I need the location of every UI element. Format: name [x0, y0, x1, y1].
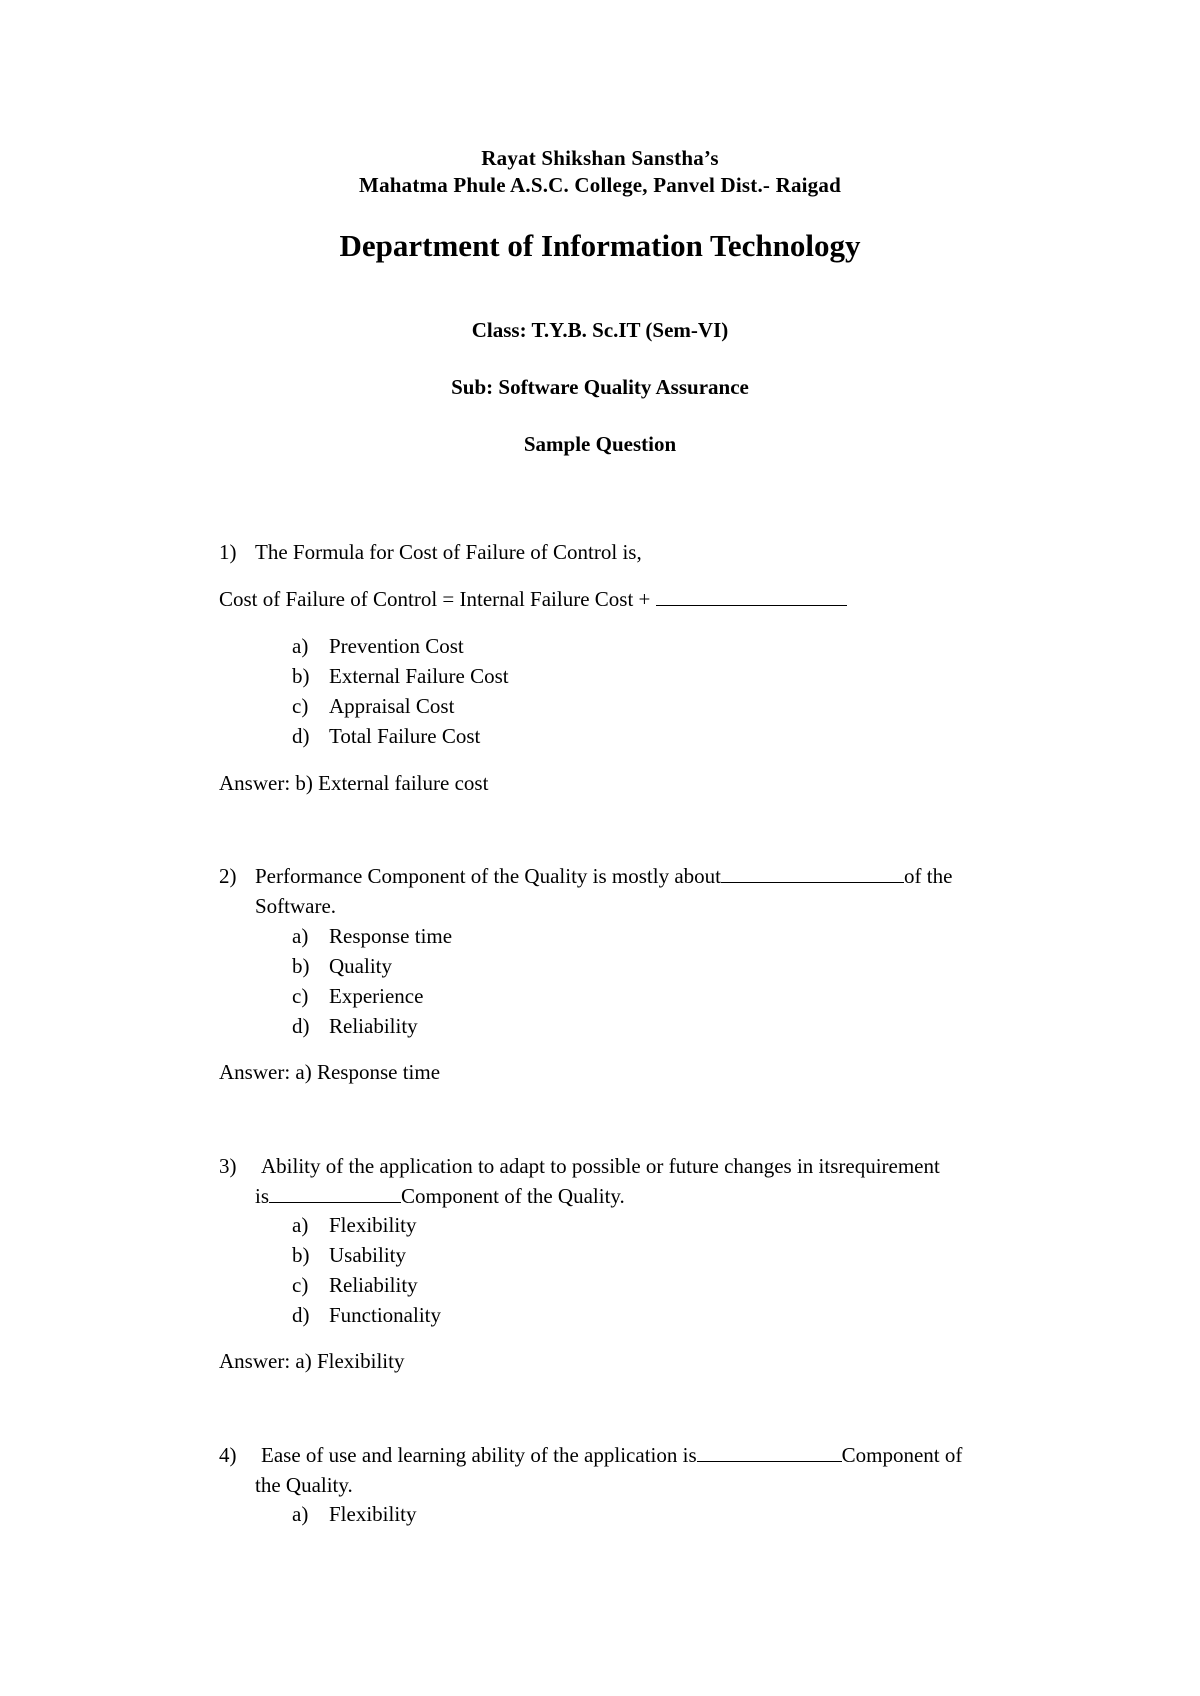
institution-name: Rayat Shikshan Sanstha’s — [481, 146, 719, 170]
class-line: Class: T.Y.B. Sc.IT (Sem-VI) — [471, 318, 729, 342]
question-4-line1 — [261, 1443, 962, 1468]
question-3-line2 — [255, 1184, 625, 1209]
department-title: Department of Information Technology — [339, 228, 861, 263]
question-1-text: The Formula for Cost of Failure of Control is, — [255, 540, 642, 564]
option-text: Response time — [329, 924, 453, 948]
option-label: c) — [292, 694, 309, 718]
option-label: d) — [292, 1303, 310, 1327]
option-text: Flexibility — [329, 1213, 417, 1237]
option-label: c) — [292, 1273, 309, 1297]
option-text: External Failure Cost — [329, 664, 509, 688]
question-4-number: 4) — [219, 1443, 237, 1467]
option-label: a) — [292, 1213, 309, 1237]
option-label: b) — [292, 1243, 310, 1267]
question-1-formula — [219, 587, 847, 612]
option-label: a) — [292, 1502, 309, 1526]
subject-prefix: Sub: — [451, 375, 499, 399]
option-text: Total Failure Cost — [329, 724, 481, 748]
question-2-text-after: of the — [904, 864, 953, 888]
question-2-line1 — [255, 864, 952, 889]
question-3-number: 3) — [219, 1154, 237, 1178]
option-label: a) — [292, 634, 309, 658]
question-4-text-before: Ease of use and learning ability of the application is — [261, 1443, 697, 1467]
question-1-number: 1) — [219, 540, 237, 564]
question-2-answer: Answer: a) Response time — [219, 1060, 441, 1084]
option-text: Appraisal Cost — [329, 694, 455, 718]
question-1-answer: Answer: b) External failure cost — [219, 771, 489, 795]
question-3-line1: Ability of the application to adapt to possible or future changes in itsrequirement — [261, 1154, 940, 1178]
document-title: Sample Question — [523, 432, 677, 456]
answer-blank — [721, 864, 904, 883]
option-label: b) — [292, 954, 310, 978]
college-name: Mahatma Phule A.S.C. College, Panvel Dist.- Raigad — [359, 173, 841, 197]
question-2-number: 2) — [219, 864, 237, 888]
option-text: Experience — [329, 984, 424, 1008]
question-3-answer: Answer: a) Flexibility — [219, 1349, 405, 1373]
option-text: Reliability — [329, 1014, 418, 1038]
answer-blank — [656, 587, 847, 606]
question-4-line2: the Quality. — [255, 1473, 353, 1497]
subject-line — [0, 375, 1200, 400]
option-label: d) — [292, 1014, 310, 1038]
option-label: a) — [292, 924, 309, 948]
subject-name: Software Quality Assurance — [498, 375, 749, 399]
question-2-line2: Software. — [255, 894, 337, 918]
option-label: c) — [292, 984, 309, 1008]
option-label: b) — [292, 664, 310, 688]
option-text: Usability — [329, 1243, 406, 1267]
answer-blank — [269, 1184, 401, 1203]
option-text: Quality — [329, 954, 392, 978]
question-2-text-before: Performance Component of the Quality is mostly about — [255, 864, 721, 888]
question-3-text-after: Component of the Quality. — [401, 1184, 625, 1208]
option-text: Prevention Cost — [329, 634, 464, 658]
option-text: Functionality — [329, 1303, 441, 1327]
question-1-formula-text: Cost of Failure of Control = Internal Failure Cost + — [219, 587, 651, 611]
option-label: d) — [292, 724, 310, 748]
answer-blank — [697, 1443, 842, 1462]
option-text: Reliability — [329, 1273, 418, 1297]
question-4-text-after: Component of — [841, 1443, 963, 1467]
option-text: Flexibility — [329, 1502, 417, 1526]
question-3-text-before: is — [255, 1184, 270, 1208]
